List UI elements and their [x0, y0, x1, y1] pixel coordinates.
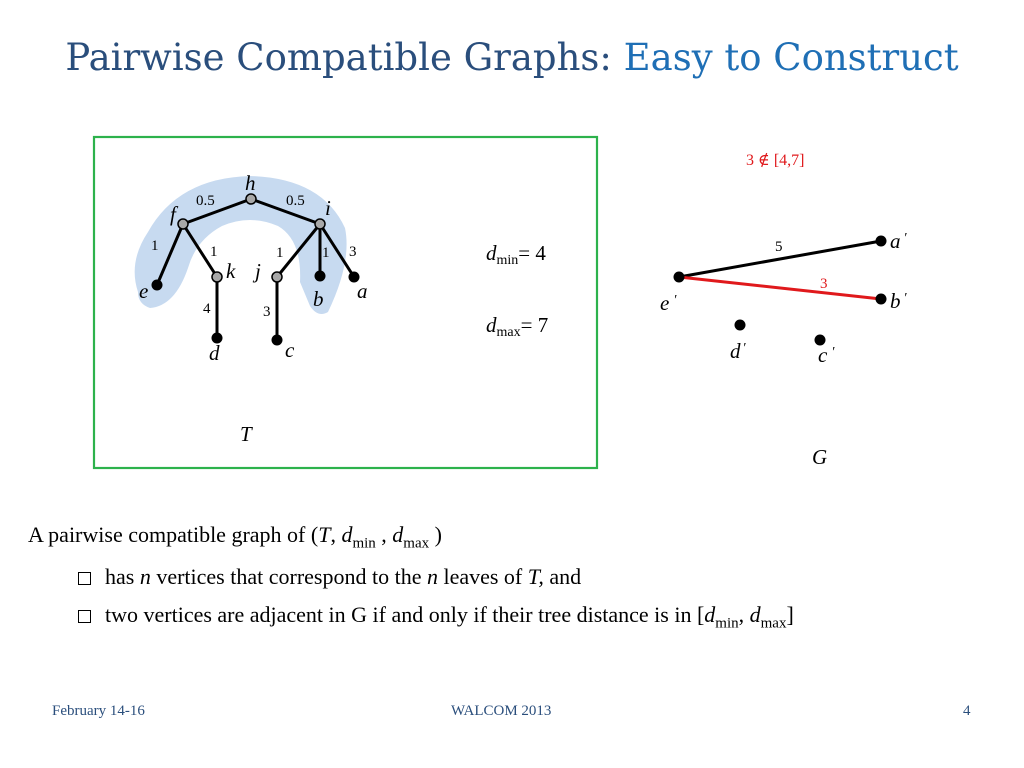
tree-node-j — [272, 272, 282, 282]
label-k: k — [226, 259, 236, 283]
graph-label-e: e ′ — [660, 291, 677, 315]
label-d: d — [209, 341, 220, 365]
weight-f-e: 1 — [151, 238, 159, 254]
graph-label: G — [812, 445, 828, 469]
graph-label-a: a ′ — [890, 229, 907, 253]
footer-conference: WALCOM 2013 — [451, 703, 552, 719]
bullet-item-2: two vertices are adjacent in G if and only if their tree distance is in [$d_{min}$, $d_{max}$] — [78, 602, 1018, 632]
tree-leaf-b — [315, 271, 326, 282]
tree-leaf-e — [152, 280, 163, 291]
graph-node-d — [735, 320, 746, 331]
graph-edge-e-b — [679, 277, 881, 299]
condition-text: 3 ∉ [4,7] — [746, 152, 805, 169]
graph-node-a — [876, 236, 887, 247]
weight-h-i: 0.5 — [286, 193, 305, 209]
title-accent: Easy to Construct — [623, 36, 959, 79]
dmin-label: dmin= 4 — [486, 241, 546, 268]
graph-label-d: d ′ — [730, 339, 746, 363]
tree-node-k — [212, 272, 222, 282]
definition-lead: A pairwise compatible graph of (T, $d_{min}$ , $d_{max}$ ) — [28, 522, 442, 552]
weight-i-j: 1 — [276, 245, 284, 261]
definition-block — [28, 522, 1018, 633]
bullet-item-1: has n vertices that correspond to the n leaves of T, and — [78, 564, 1018, 590]
weight-f-k: 1 — [210, 244, 218, 260]
graph-node-e — [674, 272, 685, 283]
weight-i-b: 1 — [322, 245, 330, 261]
weight-j-c: 3 — [263, 304, 271, 320]
graph-weight-e-a: 5 — [775, 239, 783, 255]
title-main: Pairwise Compatible Graphs: — [65, 36, 624, 79]
label-f: f — [170, 202, 176, 226]
label-a: a — [357, 279, 368, 303]
footer-page-number: 4 — [963, 703, 971, 719]
label-c: c — [285, 338, 295, 362]
tree-node-h — [246, 194, 256, 204]
footer-date: February 14-16 — [52, 703, 145, 719]
label-e: e — [139, 279, 149, 303]
label-i: i — [325, 196, 331, 220]
tree-leaf-c — [272, 335, 283, 346]
graph-label-b: b ′ — [890, 289, 907, 313]
graph-node-b — [876, 294, 887, 305]
weight-i-a: 3 — [349, 244, 357, 260]
tree-node-i — [315, 219, 325, 229]
label-b: b — [313, 287, 324, 311]
label-j: j — [255, 259, 261, 283]
weight-k-d: 4 — [203, 301, 211, 317]
checkbox-bullet-icon — [78, 610, 91, 623]
checkbox-bullet-icon — [78, 572, 91, 585]
tree-label: T — [240, 422, 252, 446]
dmax-label: dmax= 7 — [486, 313, 549, 340]
label-h: h — [245, 171, 256, 195]
weight-f-h: 0.5 — [196, 193, 215, 209]
graph-weight-e-b: 3 — [820, 276, 828, 292]
tree-node-f — [178, 219, 188, 229]
graph-label-c: c ′ — [818, 343, 835, 367]
tree-panel-border — [94, 137, 597, 468]
